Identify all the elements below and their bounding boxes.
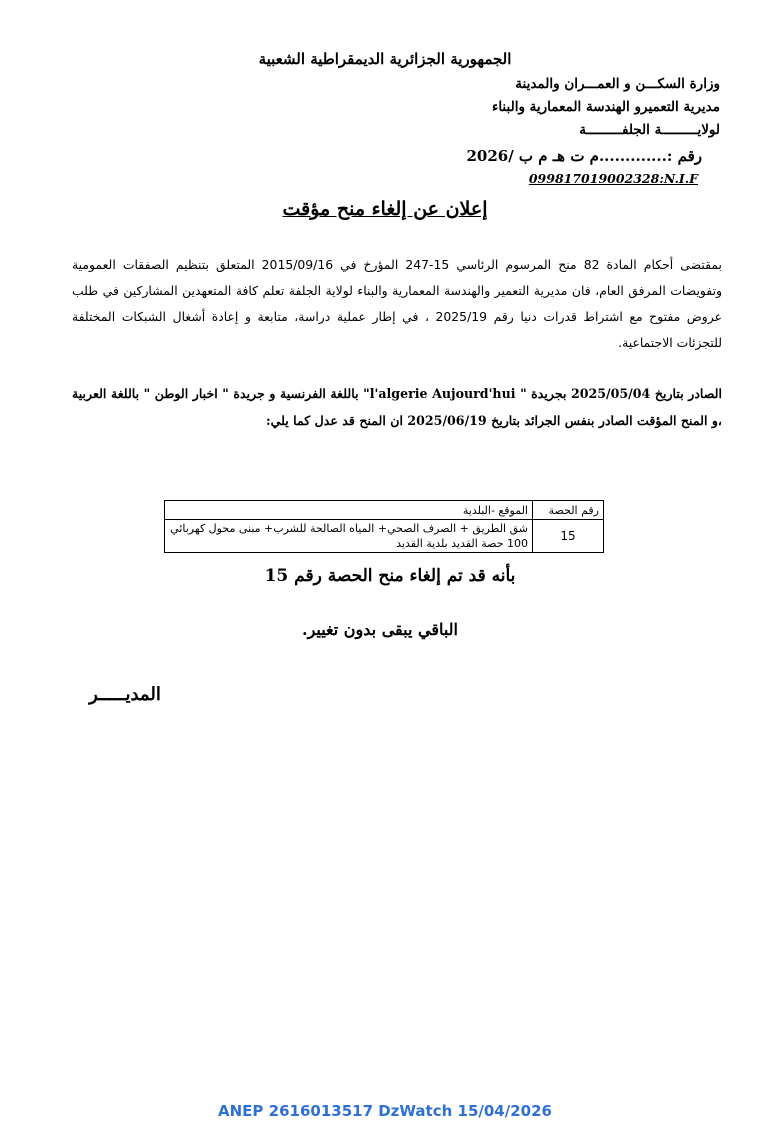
table-header-row <box>165 501 604 520</box>
cancellation-statement: بأنه قد تم إلغاء منح الحصة رقم 15 <box>264 566 516 586</box>
wilaya-name: لولايـــــــــة الجلفـــــــــة <box>579 122 720 138</box>
reference-number: رقم :.............م ت هـ م ب /2026 <box>466 147 702 165</box>
lot-location-cell: شق الطريق + الصرف الصحي+ المياه الصالحة للشرب+ مبنى محول كهربائي 100 حصة القديد بلدية القديد <box>165 520 533 553</box>
footer-reference: ANEP 2616013517 DzWatch 15/04/2026 <box>218 1102 552 1120</box>
table-row <box>165 520 604 553</box>
column-header-location: الموقع -البلدية <box>165 501 533 520</box>
republic-heading: الجمهورية الجزائرية الديمقراطية الشعبية <box>258 50 512 68</box>
announcement-title-text: إعلان عن إلغاء منح مؤقت <box>282 198 488 220</box>
remaining-unchanged-statement: الباقي يبقى بدون تغيير. <box>302 620 458 639</box>
publication-paragraph: الصادر بتاريخ 2025/05/04 بجريدة " l'algerie Aujourd'hui" باللغة الفرنسية و جريدة " اخبار الوطن " باللغة العربية ،و المنح المؤقت الصادر بنفس الجرائد بتاريخ 2025/06/19 ان المنح قد عدل كما يلي: <box>72 386 723 428</box>
directorate-name: مديرية التعميرو الهندسة المعمارية والبناء <box>491 99 720 115</box>
ministry-name: وزارة السكـــن و العمـــران والمدينة <box>515 76 720 92</box>
legal-basis-paragraph: بمقتضى أحكام المادة 82 منح المرسوم الرئاسي 15-247 المؤرخ في 2015/09/16 المتعلق بتنظيم الصفقات العمومية وتفويضات المرفق العام، فان مديرية التعمير والهندسة المعمارية والبناء لولاية الجلفة تعلم كافة المتعهدين المشاركين في طلب عروض مفتوح مع اشتراط قدرات دنيا رقم 2025/19 ، في إطار عملية دراسة، متابعة و إعادة أشغال الشبكات المختلفة للتجزئات الاجتماعية. <box>72 257 722 350</box>
lots-table <box>164 500 604 553</box>
lot-number-cell: 15 <box>533 520 604 553</box>
director-signature: المديـــــر <box>89 684 161 705</box>
nif-number: 099817019002328:N.I.F <box>528 171 698 186</box>
column-header-lot: رقم الحصة <box>533 501 604 520</box>
announcement-title <box>230 198 540 220</box>
